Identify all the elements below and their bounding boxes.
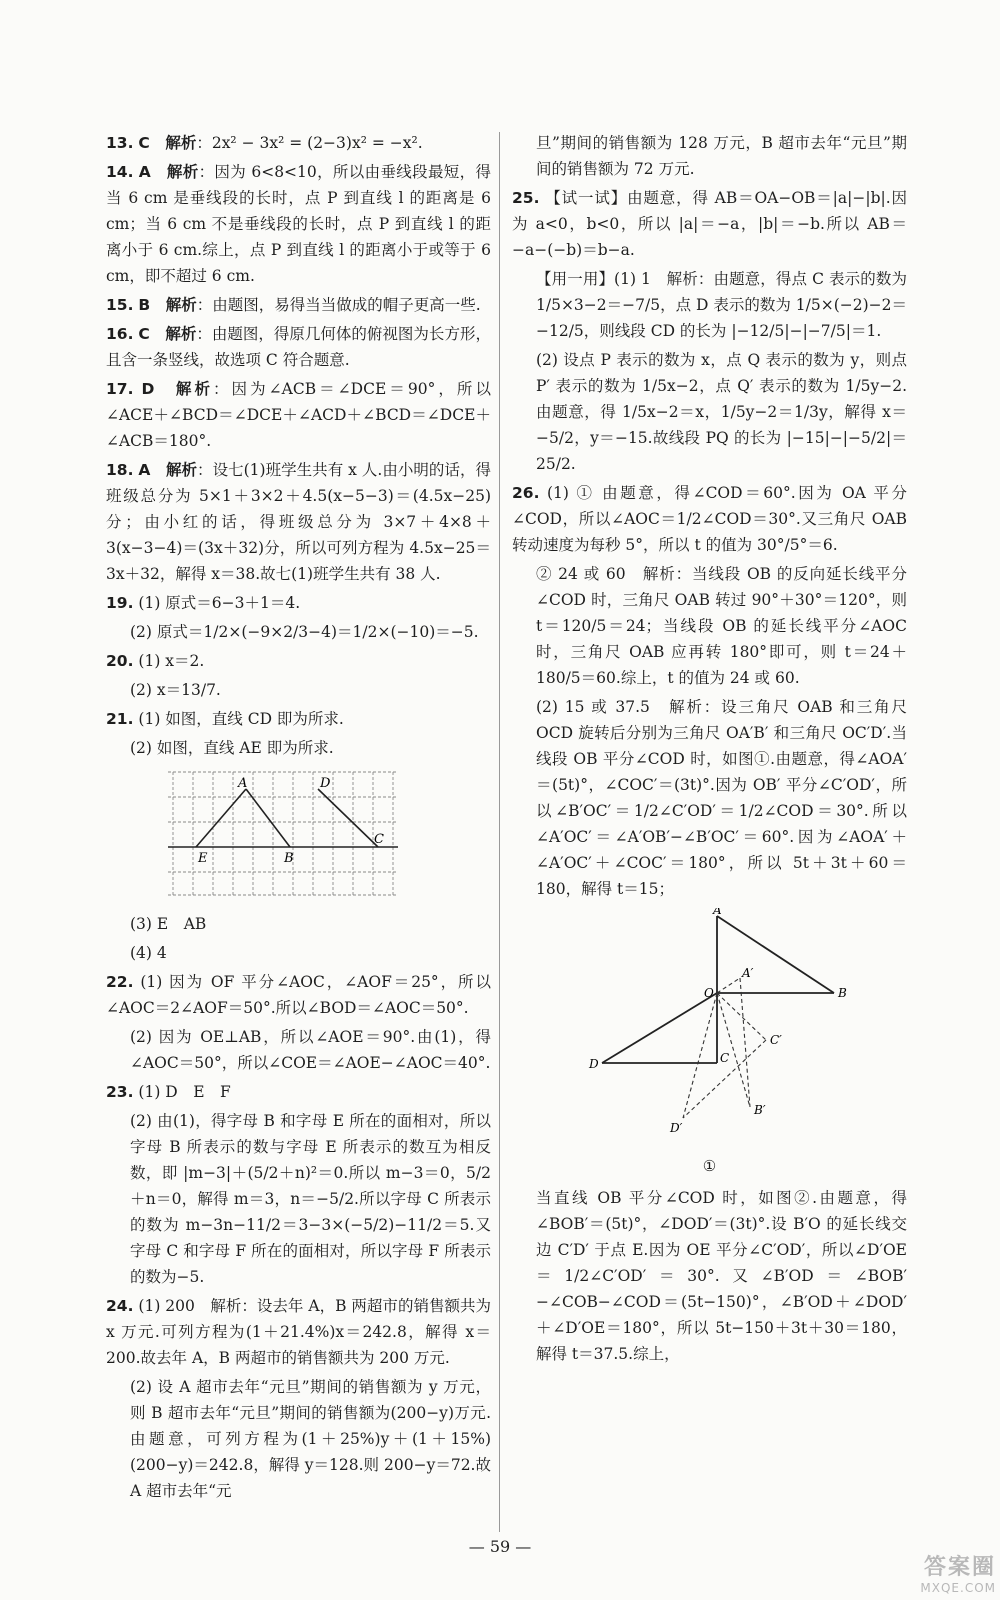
grid-figure <box>106 767 491 905</box>
answer-item <box>512 266 907 344</box>
answer-text: ：因为∠ACB＝∠DCE＝90°，所以∠ACE＋∠BCD＝∠DCE＋∠ACD＋∠BCD＝∠DCE＋∠ACB＝180°. <box>106 380 491 450</box>
fig1-label-C: C <box>720 1051 730 1065</box>
choice-answer: C <box>138 325 150 343</box>
answer-item <box>106 1108 491 1290</box>
answer-text: ：由题图，易得当当做成的帽子更高一些. <box>196 296 481 314</box>
answer-text: (2) 由(1)，得字母 B 和字母 E 所在的面相对，所以字母 B 所表示的数与字母 E 所表示的数互为相反数，即 |m−3|＋(5/2＋n)²＝0.所以 m−3＝0，5/2＋n＝0，解得 m＝3，n＝−5/2.所以字母 C 所表示的数为 m−3n−11/2＝3−3×(−5/2)−11/2＝5.又字母 C 和字母 F 所在的面相对，所以字母 F 所表示的数为−5. <box>130 1112 491 1286</box>
answer-text: (2) 15 或 37.5 解析：设三角尺 OAB 和三角尺 OCD 旋转后分别为三角尺 OA′B′ 和三角尺 OC′D′.当线段 OB 平分∠COD 时，如图①.由题意，得∠AOA′＝(5t)°，∠COC′＝(3t)°.因为 OB′ 平分∠C′OD′，所以∠B′OC′＝1/2∠C′OD′＝1/2∠COD＝30°.所以∠A′OC′＝∠A′OB′−∠B′OC′＝60°.因为∠AOA′＋∠A′OC′＋∠COC′＝180°，所以 5t＋3t＋60＝180，解得 t＝15； <box>536 698 907 898</box>
question-number: 26. <box>512 484 540 502</box>
answer-item <box>106 321 491 373</box>
answer-item <box>106 130 491 156</box>
fig1-label-O: O <box>704 986 714 1000</box>
answer-item <box>106 1024 491 1076</box>
answer-text: ：因为 6<8<10，所以由垂线段最短，得当 6 cm 是垂线段的长时，点 P 到直线 l 的距离是 6 cm；当 6 cm 不是垂线段的长时，点 P 到直线 l 的距离小于 6 cm.综上，点 P 到直线 l 的距离小于或等于 6 cm，即不超过 6 cm. <box>106 163 491 285</box>
question-number: 15. <box>106 296 134 314</box>
watermark-line1: 答案圈 <box>923 1555 996 1580</box>
analysis-tag: 解析 <box>165 134 197 152</box>
answer-text: (2) 如图，直线 AE 即为所求. <box>130 739 334 757</box>
question-number: 17. <box>106 380 134 398</box>
line-CD <box>318 789 378 847</box>
page-number: — 59 — <box>468 1537 532 1556</box>
answer-text: (1) 200 解析：设去年 A，B 两超市的销售额共为 x 万元.可列方程为(1＋21.4%)x＝242.8，解得 x＝200.故去年 A，B 两超市的销售额共为 200 万元. <box>106 1297 491 1367</box>
answers-13-21 <box>106 130 491 761</box>
answer-text: (2) 原式＝1/2×(−9×2/3−4)＝1/2×(−10)＝−5. <box>130 623 479 641</box>
question-number: 14. <box>106 163 134 181</box>
answer-item <box>512 1185 907 1367</box>
answer-item <box>106 677 491 703</box>
answer-item <box>512 347 907 477</box>
answer-text: ：由题图，得原几何体的俯视图为长方形，且含一条竖线，故选项 C 符合题意. <box>106 325 491 369</box>
watermark-line2: MXQE.COM <box>920 1581 996 1595</box>
question-number: 13. <box>106 134 134 152</box>
answers-26-cont <box>512 1185 907 1367</box>
answer-item <box>106 292 491 318</box>
answer-text: (1) 因为 OF 平分∠AOC，∠AOF＝25°，所以∠AOC＝2∠AOF＝50°.所以∠BOD＝∠AOC＝50°. <box>106 973 491 1017</box>
answer-item <box>106 969 491 1021</box>
answer-text: (2) 设点 P 表示的数为 x，点 Q 表示的数为 y，则点 P′ 表示的数为 1/5x−2，点 Q′ 表示的数为 1/5y−2.由题意，得 1/5x−2＝x，1/5y−2＝1/3y，解得 x＝−5/2，y＝−15.故线段 PQ 的长为 |−15|−|−5/2|＝25/2. <box>536 351 907 473</box>
answer-item <box>106 735 491 761</box>
analysis-tag: 解析 <box>165 325 197 343</box>
question-number: 23. <box>106 1083 134 1101</box>
fig1-label-C1: C′ <box>770 1033 782 1047</box>
answer-item <box>512 130 907 182</box>
answer-text: (3) E AB <box>130 915 207 933</box>
choice-answer: B <box>138 296 151 314</box>
fig1-label-B: B <box>838 986 847 1000</box>
question-number: 20. <box>106 652 134 670</box>
answer-text: (4) 4 <box>130 944 167 962</box>
answer-text: 旦”期间的销售额为 128 万元，B 超市去年“元旦”期间的销售额为 72 万元. <box>536 134 907 178</box>
analysis-tag: 解析 <box>165 461 198 479</box>
answer-text: ：设七(1)班学生共有 x 人.由小明的话，得班级总分为 5×1＋3×2＋4.5(x−5−3)＝(4.5x−25)分；由小红的话，得班级总分为 3×7＋4×8＋3(x−3−4)＝(3x＋32)分，所以可列方程为 4.5x−25＝3x＋32，解得 x＝38.故七(1)班学生共有 38 人. <box>106 461 491 583</box>
answer-text: 当直线 OB 平分∠COD 时，如图②.由题意，得∠BOB′＝(5t)°，∠DOD′＝(3t)°.设 B′O 的延长线交边 C′D′ 于点 E.因为 OE 平分∠C′OD′，所以∠D′OE＝1/2∠C′OD′＝30°.又∠B′OD＝∠BOB′−∠COB−∠COD＝(5t−150)°，∠B′OD＋∠DOD′＋∠D′OE＝180°，所以 5t−150＋3t＋30＝180，解得 t＝37.5.综上， <box>536 1189 907 1363</box>
answer-text: (2) 因为 OE⊥AB，所以∠AOE＝90°.由(1)，得∠AOC＝50°，所以∠COE＝∠AOE−∠AOC＝40°. <box>130 1028 491 1072</box>
answer-item <box>106 1079 491 1105</box>
answer-text: (1) ① 由题意，得∠COD＝60°.因为 OA 平分∠COD，所以∠AOC＝1/2∠COD＝30°.又三角尺 OAB 转动速度为每秒 5°，所以 t 的值为 30°/5°＝6. <box>512 484 907 554</box>
answers-21-24 <box>106 911 491 1504</box>
answers-24-26 <box>512 130 907 902</box>
figure-1-caption: ① <box>702 1157 717 1175</box>
grid-label-A: A <box>238 776 248 791</box>
answer-text: (1) x＝2. <box>138 652 205 670</box>
choice-answer: A <box>138 163 151 181</box>
choice-answer: A <box>138 461 151 479</box>
column-divider <box>499 132 500 1532</box>
answer-item <box>106 376 491 454</box>
figure-1-svg <box>582 908 862 1143</box>
right-column <box>512 130 907 1370</box>
answer-item <box>512 694 907 902</box>
choice-answer: C <box>138 134 150 152</box>
question-number: 25. <box>512 189 540 207</box>
answer-text: (2) x＝13/7. <box>130 681 221 699</box>
answer-item <box>106 1293 491 1371</box>
question-number: 16. <box>106 325 134 343</box>
answer-text: ② 24 或 60 解析：当线段 OB 的反向延长线平分∠COD 时，三角尺 OAB 转过 90°＋30°＝120°，则 t＝120/5＝24；当线段 OB 的延长线平分∠AOC 时，三角尺 OAB 应再转 180°即可，则 t＝24＋180/5＝60.综上，t 的值为 24 或 60. <box>536 565 907 687</box>
grid-label-B: B <box>284 851 294 866</box>
answer-item <box>106 590 491 616</box>
answer-item <box>106 648 491 674</box>
answer-item <box>106 940 491 966</box>
grid-label-D: D <box>320 776 331 791</box>
answer-text: ：2x² − 3x² = (2−3)x² = −x². <box>196 134 423 152</box>
grid-label-E: E <box>198 851 208 866</box>
answer-item <box>106 457 491 587</box>
answer-item <box>106 706 491 732</box>
grid-figure-svg <box>168 767 398 897</box>
question-number: 22. <box>106 973 134 991</box>
answer-text: (1) 原式＝6−3＋1＝4. <box>138 594 301 612</box>
answer-item <box>512 561 907 691</box>
answer-item <box>106 1374 491 1504</box>
choice-answer: D <box>141 380 155 398</box>
question-number: 21. <box>106 710 134 728</box>
answer-item <box>106 159 491 289</box>
analysis-tag: 解析 <box>166 163 199 181</box>
line-AE <box>196 789 246 847</box>
answer-text: 【试一试】由题意，得 AB＝OA−OB＝|a|−|b|.因为 a<0，b<0，所以 |a|＝−a，|b|＝−b.所以 AB＝−a−(−b)＝b−a. <box>512 189 907 259</box>
analysis-tag: 解析 <box>175 380 214 398</box>
analysis-tag: 解析 <box>165 296 197 314</box>
answer-text: (2) 设 A 超市去年“元旦”期间的销售额为 y 万元，则 B 超市去年“元旦”期间的销售额为(200−y)万元.由题意，可列方程为(1＋25%)y＋(1＋15%)(200−y)＝242.8，解得 y＝128.则 200−y＝72.故 A 超市去年“元 <box>130 1378 491 1500</box>
answer-text: (1) 如图，直线 CD 即为所求. <box>138 710 344 728</box>
answer-item <box>106 911 491 937</box>
fig1-label-D: D <box>589 1057 599 1071</box>
grid-label-C: C <box>374 832 384 847</box>
fig1-label-A: A <box>713 908 722 917</box>
answer-item <box>512 185 907 263</box>
fig1-label-B1: B′ <box>754 1103 766 1117</box>
question-number: 18. <box>106 461 134 479</box>
answer-item <box>106 619 491 645</box>
answer-item <box>512 480 907 558</box>
figure-1 <box>512 908 907 1179</box>
answer-text: 【用一用】(1) 1 解析：由题意，得点 C 表示的数为 1/5×3−2＝−7/5，点 D 表示的数为 1/5×(−2)−2＝−12/5，则线段 CD 的长为 |−12/5|−|−7/5|＝1. <box>536 270 908 340</box>
watermark-logo <box>846 1550 996 1596</box>
question-number: 19. <box>106 594 134 612</box>
answer-text: (1) D E F <box>138 1083 231 1101</box>
fig1-label-D1: D′ <box>670 1121 683 1135</box>
left-column <box>106 130 491 1507</box>
fig1-label-A1: A′ <box>742 966 754 980</box>
question-number: 24. <box>106 1297 134 1315</box>
